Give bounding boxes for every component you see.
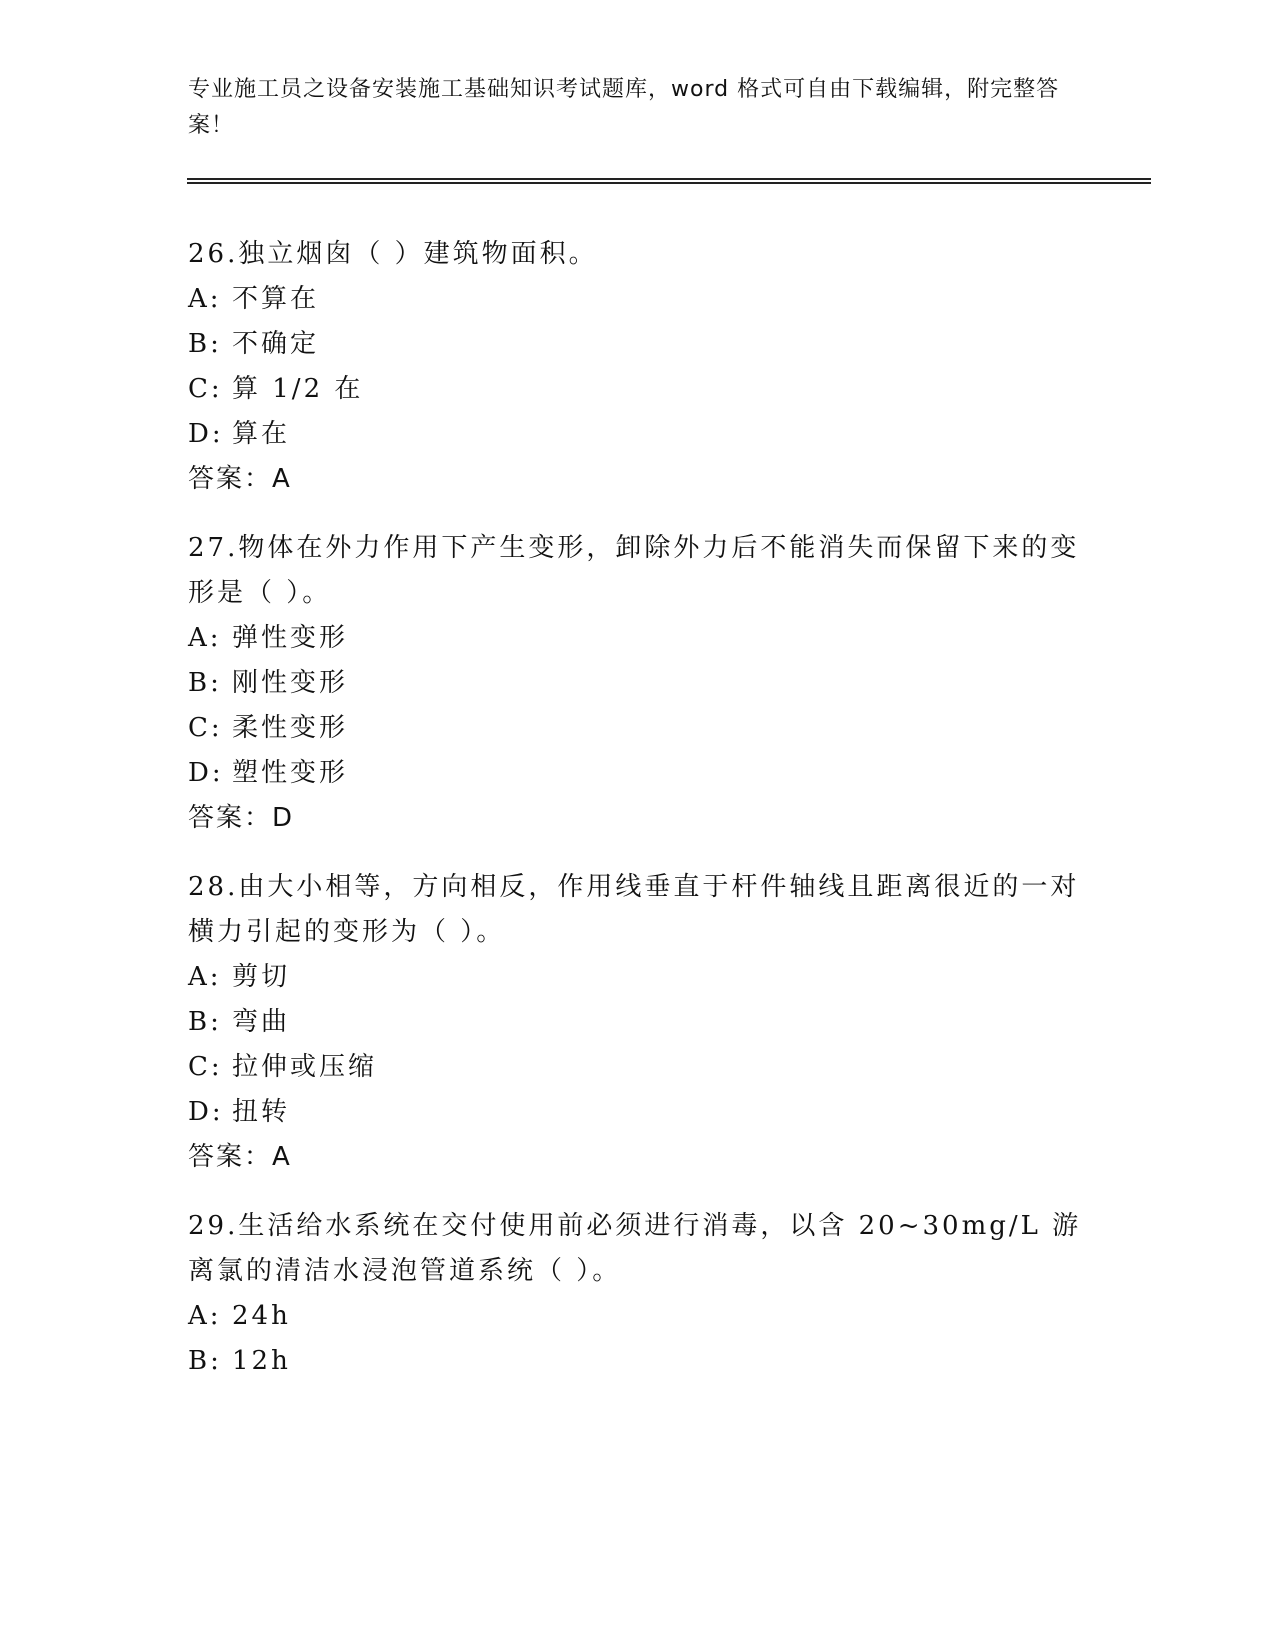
option-key: C: (188, 374, 223, 404)
question-stem: 28.由大小相等，方向相反，作用线垂直于杆件轴线且距离很近的一对横力引起的变形为（ ）。 (188, 872, 1080, 947)
option-key: D: (188, 419, 224, 449)
option-key: B: (188, 1346, 222, 1376)
option-text: 算在 (232, 419, 291, 449)
option-a (188, 1294, 1088, 1339)
header-divider (187, 178, 1151, 184)
option-key: A: (188, 284, 222, 314)
option-text: 不确定 (232, 329, 320, 359)
question-list (188, 232, 1088, 1408)
option-d (188, 1090, 1088, 1135)
option-a (188, 277, 1088, 322)
option-key: B: (188, 1007, 222, 1037)
option-text: 柔性变形 (232, 713, 349, 743)
option-d (188, 751, 1088, 796)
option-b (188, 322, 1088, 367)
option-c (188, 367, 1088, 412)
answer-line: 答案：D (188, 803, 295, 833)
option-c (188, 706, 1088, 751)
question-stem: 27.物体在外力作用下产生变形，卸除外力后不能消失而保留下来的变形是（ ）。 (188, 533, 1080, 608)
question-29 (188, 1204, 1088, 1384)
answer-line: 答案：A (188, 1142, 292, 1172)
option-text: 不算在 (232, 284, 320, 314)
option-b (188, 661, 1088, 706)
option-key: A: (188, 623, 222, 653)
option-b (188, 1339, 1088, 1384)
option-b (188, 1000, 1088, 1045)
option-text: 12h (232, 1346, 291, 1376)
option-key: C: (188, 713, 223, 743)
option-key: A: (188, 1301, 222, 1331)
option-text: 弯曲 (232, 1007, 291, 1037)
option-text: 24h (232, 1301, 291, 1331)
option-key: A: (188, 962, 222, 992)
option-text: 算 1/2 在 (232, 374, 364, 404)
option-key: B: (188, 668, 222, 698)
question-28 (188, 865, 1088, 1180)
option-text: 刚性变形 (232, 668, 349, 698)
question-stem: 26.独立烟囱（ ）建筑物面积。 (188, 239, 598, 269)
option-text: 剪切 (232, 962, 291, 992)
question-26 (188, 232, 1088, 502)
option-text: 拉伸或压缩 (232, 1052, 378, 1082)
option-key: D: (188, 1097, 224, 1127)
option-a (188, 955, 1088, 1000)
option-text: 塑性变形 (232, 758, 349, 788)
document-intro: 专业施工员之设备安装施工基础知识考试题库，word 格式可自由下载编辑，附完整答案！ (188, 77, 1060, 138)
question-27 (188, 526, 1088, 841)
question-stem: 29.生活给水系统在交付使用前必须进行消毒，以含 20~30mg/L 游离氯的清洁水浸泡管道系统（ ）。 (188, 1211, 1082, 1286)
option-text: 扭转 (232, 1097, 291, 1127)
answer-line: 答案：A (188, 464, 292, 494)
option-key: D: (188, 758, 224, 788)
option-a (188, 616, 1088, 661)
option-d (188, 412, 1088, 457)
option-text: 弹性变形 (232, 623, 349, 653)
option-c (188, 1045, 1088, 1090)
option-key: B: (188, 329, 222, 359)
option-key: C: (188, 1052, 223, 1082)
